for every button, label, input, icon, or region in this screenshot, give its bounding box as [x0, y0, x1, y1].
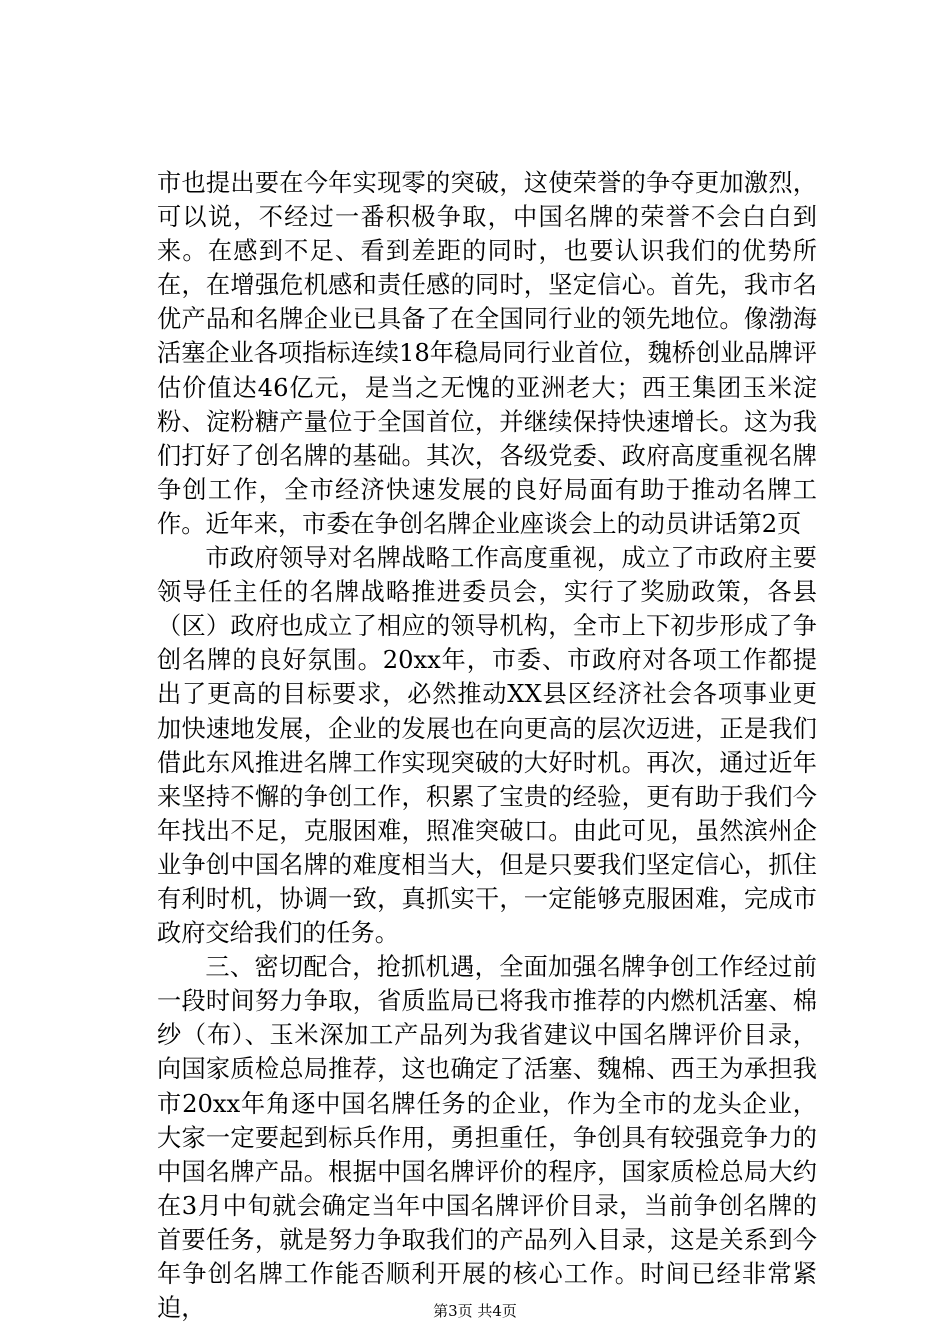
- paragraph-2: 市政府领导对名牌战略工作高度重视，成立了市政府主要领导任主任的名牌战略推进委员会，实行了奖励政策，各县（区）政府也成立了相应的领导机构，全市上下初步形成了争创名牌的良好氛围。20xx年，市委、市政府对各项工作都提出了更高的目标要求，必然推动XX县区经济社会各项事业更加快速地发展，企业的发展也在向更高的层次迈进，正是我们借此东风推进名牌工作实现突破的大好时机。再次，通过近年来坚持不懈的争创工作，积累了宝贵的经验，更有助于我们今年找出不足，克服困难，照准突破口。由此可见，虽然滨州企业争创中国名牌的难度相当大，但是只要我们坚定信心，抓住有利时机，协调一致，真抓实干，一定能够克服困难，完成市政府交给我们的任务。: [157, 544, 817, 948]
- paragraph-3: 三、密切配合，抢抓机遇，全面加强名牌争创工作经过前一段时间努力争取，省质监局已将我市推荐的内燃机活塞、棉纱（布）、玉米深加工产品列为我省建议中国名牌评价目录，向国家质检总局推荐，这也确定了活塞、魏棉、西王为承担我市20xx年角逐中国名牌任务的企业，作为全市的龙头企业，大家一定要起到标兵作用，勇担重任，争创具有较强竞争力的中国名牌产品。根据中国名牌评价的程序，国家质检总局大约在3月中旬就会确定当年中国名牌评价目录，当前争创名牌的首要任务，就是努力争取我们的产品列入目录，这是关系到今年争创名牌工作能否顺利开展的核心工作。时间已经非常紧迫，: [157, 953, 817, 1323]
- page-number-footer: 第3页 共4页: [433, 1302, 517, 1320]
- document-body: [157, 166, 817, 1325]
- paragraph-1: 市也提出要在今年实现零的突破，这使荣誉的争夺更加激烈，可以说，不经过一番积极争取，中国名牌的荣誉不会白白到来。在感到不足、看到差距的同时，也要认识我们的优势所在，在增强危机感和责任感的同时，坚定信心。首先，我市名优产品和名牌企业已具备了在全国同行业的领先地位。像渤海活塞企业各项指标连续18年稳局同行业首位，魏桥创业品牌评估价值达46亿元，是当之无愧的亚洲老大；西王集团玉米淀粉、淀粉糖产量位于全国首位，并继续保持快速增长。这为我们打好了创名牌的基础。其次，各级党委、政府高度重视名牌争创工作，全市经济快速发展的良好局面有助于推动名牌工作。近年来，市委在争创名牌企业座谈会上的动员讲话第2页: [157, 169, 817, 538]
